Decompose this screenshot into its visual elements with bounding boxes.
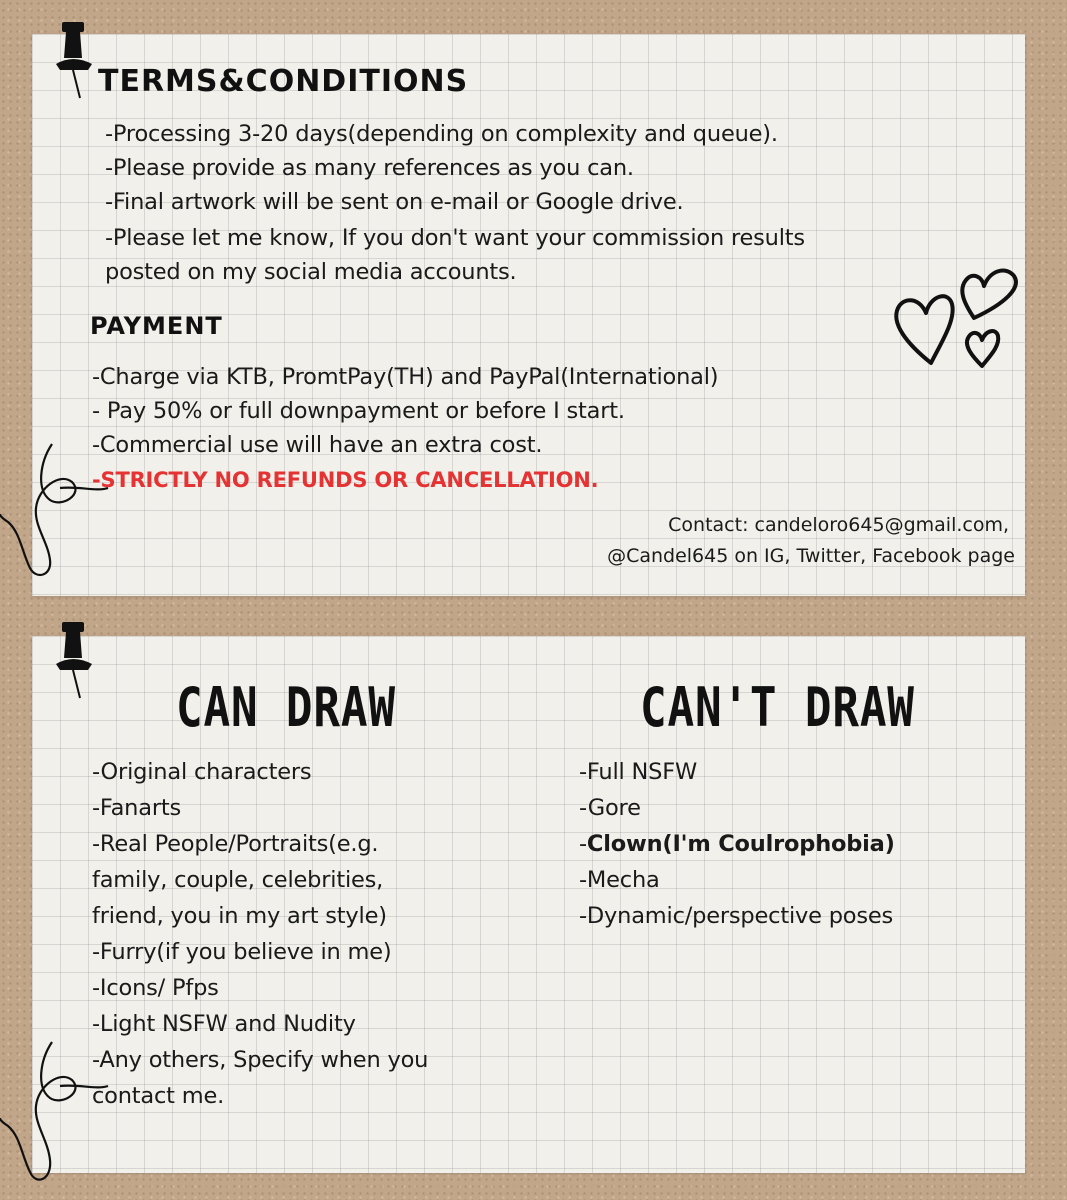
terms-title: TERMS&CONDITIONS — [98, 64, 469, 99]
can-draw-line-10: contact me. — [92, 1083, 225, 1109]
can-draw-line-4: family, couple, celebrities, — [92, 867, 384, 893]
contact-email: Contact: candeloro645@gmail.com, — [668, 514, 1009, 536]
terms-line-3: -Final artwork will be sent on e-mail or Google drive. — [105, 189, 684, 215]
can-draw-title: CAN DRAW — [176, 676, 396, 739]
push-pin-icon — [52, 20, 104, 102]
cant-draw-line-4: -Mecha — [579, 867, 660, 893]
cant-draw-title: CAN'T DRAW — [640, 676, 915, 739]
terms-line-1: -Processing 3-20 days(depending on complexity and queue). — [105, 121, 778, 147]
swirl-doodle-icon — [0, 1040, 110, 1190]
payment-warning: -STRICTLY NO REFUNDS OR CANCELLATION. — [92, 468, 599, 492]
swirl-doodle-icon — [0, 442, 110, 582]
cant-draw-line-5: -Dynamic/perspective poses — [579, 903, 894, 929]
can-draw-line-3: -Real People/Portraits(e.g. — [92, 831, 379, 857]
cant-draw-line-2: -Gore — [579, 795, 641, 821]
contact-socials: @Candel645 on IG, Twitter, Facebook page — [607, 545, 1015, 567]
can-draw-line-8: -Light NSFW and Nudity — [92, 1011, 356, 1037]
can-draw-line-7: -Icons/ Pfps — [92, 975, 219, 1001]
can-draw-line-5: friend, you in my art style) — [92, 903, 387, 929]
can-draw-line-9: -Any others, Specify when you — [92, 1047, 429, 1073]
terms-line-2: -Please provide as many references as you can. — [105, 155, 634, 181]
cant-draw-line-1: -Full NSFW — [579, 759, 698, 785]
payment-line-3: -Commercial use will have an extra cost. — [92, 432, 543, 458]
terms-line-4: -Please let me know, If you don't want your commission results — [105, 225, 805, 251]
can-draw-line-1: -Original characters — [92, 759, 312, 785]
cant-draw-clown: Clown(I'm Coulrophobia) — [586, 831, 895, 857]
payment-line-1: -Charge via KTB, PromtPay(TH) and PayPal(International) — [92, 364, 719, 390]
can-draw-line-6: -Furry(if you believe in me) — [92, 939, 392, 965]
terms-line-5: posted on my social media accounts. — [105, 259, 517, 285]
push-pin-icon — [52, 620, 104, 702]
can-draw-line-2: -Fanarts — [92, 795, 182, 821]
payment-title: PAYMENT — [90, 312, 223, 340]
hearts-doodle-icon — [886, 258, 1026, 378]
cant-draw-dash: - — [579, 831, 587, 857]
payment-line-2: - Pay 50% or full downpayment or before I start. — [92, 398, 625, 424]
cant-draw-line-3 — [579, 826, 895, 862]
